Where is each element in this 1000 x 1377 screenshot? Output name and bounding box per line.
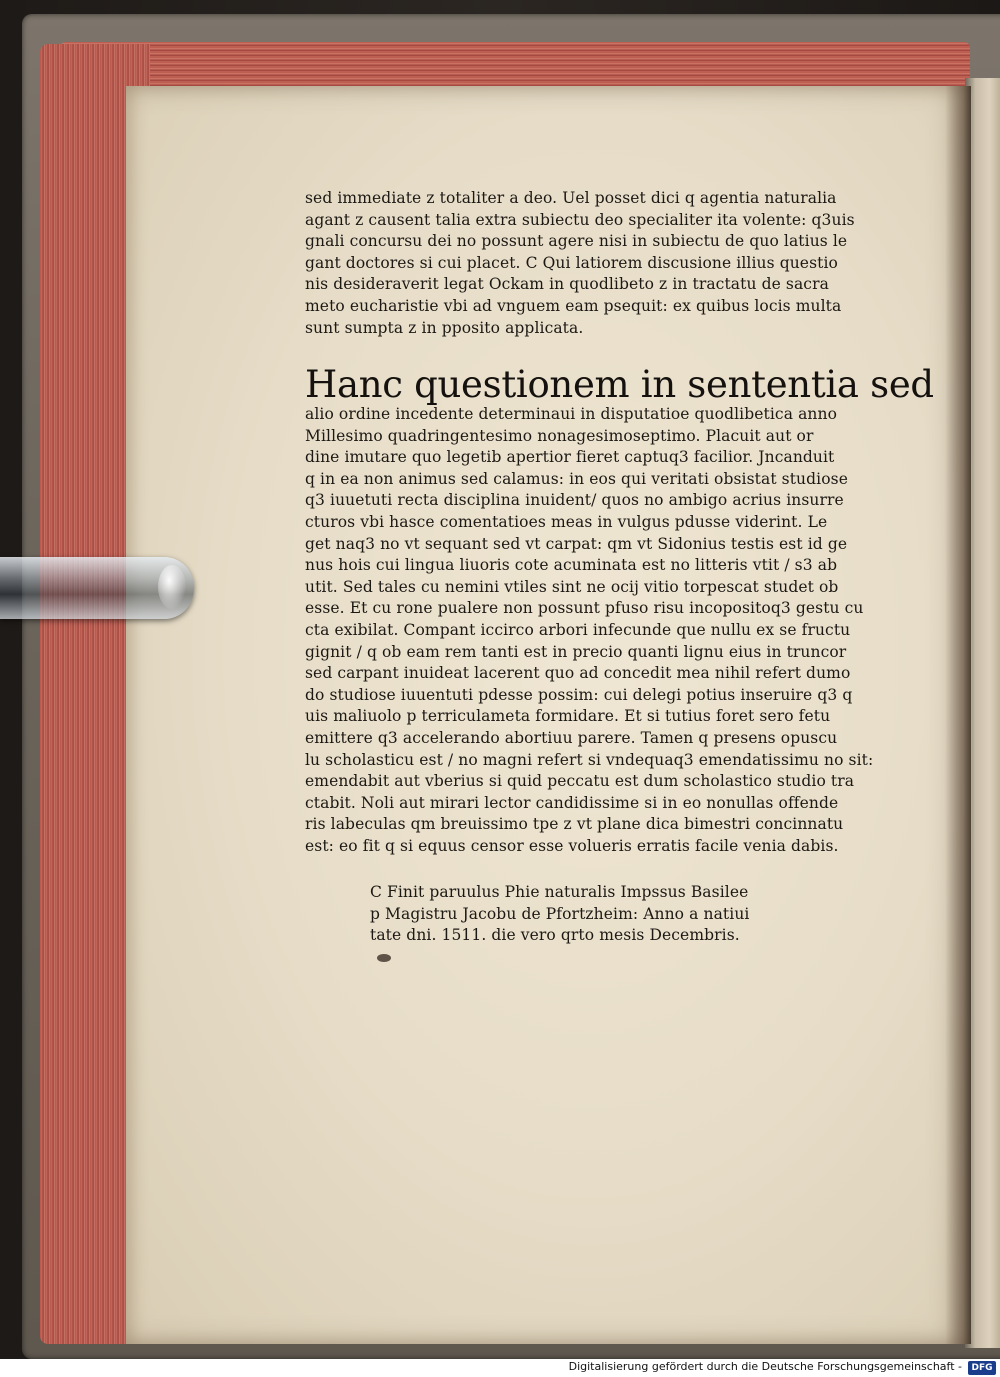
colophon: C Finit paruulus Phie naturalis Impssus Basilee p Magistru Jacobu de Pfortzheim: Anno a natiui tate dni. 1511. die vero qrto mesis Decembris.: [370, 883, 750, 945]
paragraph-1: sed immediate z totaliter a deo. Uel posset dici q agentia naturalia agant z causent talia extra subiectu deo specialiter ita volente: q3uis gnali concursu dei no possunt agere nisi in subiectu de quo latius le gant doctores si cui placet. C Qui latiorem discusione illius questio nis desideraverit legat Ockam in quodlibeto z in tractatu de sacra meto eucharistie vbi ad vnguem eam psequit: ex quibus locis multa sunt sumpta z in pposito applicata.: [305, 189, 855, 337]
page-gutter-shadow: [945, 86, 971, 1344]
glass-page-weight: [0, 557, 194, 619]
section-heading: Hanc questionem in sententia sed: [305, 363, 934, 406]
printer-ornament-icon: [377, 954, 391, 962]
page-edges-top: [60, 42, 970, 90]
dfg-logo: DFG: [968, 1361, 996, 1375]
digitization-credit: Digitalisierung gefördert durch die Deutsche Forschungsgemeinschaft -: [568, 1360, 962, 1373]
paragraph-2: alio ordine incedente determinaui in disputatioe quodlibetica anno Millesimo quadringentesimo nonagesimoseptimo. Placuit aut or dine imutare quo legetib apertior fieret captuq3 facilior. Jncanduit q in ea non animus sed calamus: in eos qui veritati obsistat studiose q3 iuuetuti recta disciplina inuident/ quos no ambigo acrius insurre cturos vbi hasce comentatioes meas in vulgus pdusse viderint. Le get naq3 no vt sequant sed vt carpat: qm vt Sidonius testis est id ge nus hois cui lingua liuoris cote acuminata est no litteris vtit / s3 ab utit. Sed tales cu nemini vtiles sint ne ocij vitio torpescat studet ob esse. Et cu rone pualere non possunt pfuso risu incopositoq3 gestu cu cta exibilat. Compant iccirco arbori infecunde que nullu ex se fructu gignit / q ob eam rem tanti est in precio quanti lignu eius in truncor sed carpant inuideat lacerent quo ad concedit mea nihil refert dumo do studiose iuuentuti pdesse possim: cui delegi potius inseruire q3 q uis maliuolo p terriculameta formidare. Et si tutius foret sero fetu emittere q3 accelerando abortiuu parere. Tamen q presens opuscu lu scholasticu est / no magni refert si vndequaq3 emendatissimu no sit: emendabit aut vberius si quid peccatu est dum scholastico studio tra ctabit. Noli aut mirari lector candidissime si in eo nonullas offende ris labeculas qm breuissimo tpe z vt plane dica bimestri concinnatu est: eo fit q si equus censor esse volueris erratis facile venia dabis.: [305, 405, 874, 855]
